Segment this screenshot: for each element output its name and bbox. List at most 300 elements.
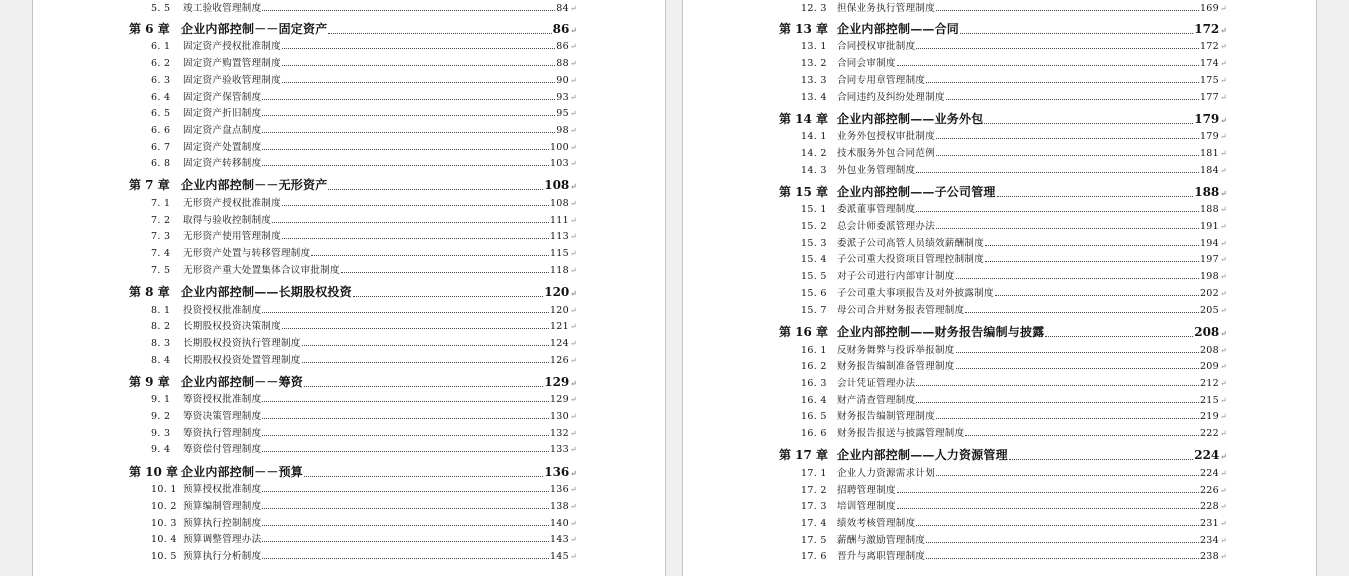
toc-section-row[interactable] (801, 251, 1227, 265)
toc-section-row[interactable] (801, 392, 1227, 406)
section-number: 9. 1 (151, 394, 171, 405)
page-number: 169 (1199, 3, 1219, 14)
section-title: 预算执行控制制度 (183, 518, 262, 529)
toc-section-row[interactable] (151, 531, 577, 545)
chapter-title: 企业内部控制－－预算 (181, 465, 304, 479)
paragraph-mark: ↵ (569, 216, 577, 225)
page-number: 136 (549, 484, 569, 495)
toc-section-row[interactable] (151, 139, 577, 153)
section-title: 取得与验收控制制度 (183, 215, 272, 226)
section-title: 财务报告编制准备管理制度 (837, 361, 955, 372)
dot-leader (936, 9, 1199, 11)
toc-section-row[interactable] (801, 55, 1227, 69)
toc-chapter-row[interactable] (129, 20, 577, 37)
section-title: 合同授权审批制度 (837, 41, 916, 52)
page-number: 215 (1199, 395, 1219, 406)
paragraph-mark: ↵ (1219, 59, 1227, 68)
dot-leader (262, 507, 549, 509)
dot-leader (262, 417, 549, 419)
paragraph-mark: ↵ (569, 249, 577, 258)
toc-section-row[interactable] (151, 228, 577, 242)
paragraph-mark: ↵ (569, 126, 577, 135)
section-title: 筹资决策管理制度 (183, 411, 262, 422)
toc-section-row[interactable] (801, 128, 1227, 142)
page-number: 121 (549, 321, 569, 332)
chapter-title: 企业内部控制——子公司管理 (837, 185, 996, 199)
paragraph-mark: ↵ (569, 535, 577, 544)
section-title: 预算执行分析制度 (183, 551, 262, 562)
toc-section-row[interactable] (801, 498, 1227, 512)
chapter-title: 企业内部控制－－筹资 (181, 375, 304, 389)
section-title: 外包业务管理制度 (837, 165, 916, 176)
section-title: 预算编制管理制度 (183, 501, 262, 512)
section-number: 16. 3 (801, 378, 827, 389)
paragraph-mark: ↵ (569, 445, 577, 454)
page-number: 209 (1199, 361, 1219, 372)
toc-section-row[interactable] (801, 548, 1227, 562)
dot-leader (897, 64, 1199, 66)
page-number: 228 (1199, 501, 1219, 512)
chapter-title: 企业内部控制——长期股权投资 (181, 285, 352, 299)
toc-section-row[interactable] (801, 268, 1227, 282)
dot-leader (262, 311, 549, 313)
toc-section-row[interactable] (801, 465, 1227, 479)
paragraph-mark: ↵ (1220, 188, 1227, 198)
paragraph-mark: ↵ (1219, 306, 1227, 315)
dot-leader (916, 210, 1199, 212)
toc-section-row[interactable] (801, 89, 1227, 103)
toc-section-row[interactable] (151, 302, 577, 316)
page-number: 138 (549, 501, 569, 512)
toc-section-row[interactable] (151, 195, 577, 209)
section-number: 17. 3 (801, 501, 827, 512)
section-number: 7. 1 (151, 198, 171, 209)
page-number: 86 (552, 22, 570, 36)
page-number: 172 (1199, 41, 1219, 52)
section-title: 合同专用章管理制度 (837, 75, 926, 86)
dot-leader (965, 311, 1199, 313)
toc-section-row[interactable] (151, 498, 577, 512)
paragraph-mark: ↵ (569, 519, 577, 528)
dot-leader (897, 491, 1199, 493)
section-title: 招聘管理制度 (837, 485, 896, 496)
paragraph-mark: ↵ (1219, 42, 1227, 51)
dot-leader (282, 204, 549, 206)
section-number: 6. 3 (151, 75, 171, 86)
section-title: 固定资产盘点制度 (183, 125, 262, 136)
toc-chapter-row[interactable] (779, 183, 1227, 200)
dot-leader (262, 98, 555, 100)
toc-section-row[interactable] (151, 408, 577, 422)
toc-section-row[interactable] (801, 38, 1227, 52)
paragraph-mark: ↵ (569, 93, 577, 102)
toc-section-row[interactable] (151, 481, 577, 495)
toc-section-row[interactable] (801, 0, 1227, 14)
paragraph-mark: ↵ (569, 339, 577, 348)
toc-section-row[interactable] (151, 352, 577, 366)
section-number: 13. 1 (801, 41, 827, 52)
chapter-number: 第 15 章 (779, 185, 829, 199)
chapter-title: 企业内部控制——业务外包 (837, 112, 984, 126)
section-title: 长期股权投资执行管理制度 (183, 338, 301, 349)
section-title: 预算调整管理办法 (183, 534, 262, 545)
section-title: 竣工验收管理制度 (183, 3, 262, 14)
section-title: 担保业务执行管理制度 (837, 3, 936, 14)
page-number: 98 (556, 125, 569, 136)
page-number: 231 (1199, 518, 1219, 529)
paragraph-mark: ↵ (569, 395, 577, 404)
section-number: 16. 2 (801, 361, 827, 372)
paragraph-mark: ↵ (569, 159, 577, 168)
page-number: 90 (556, 75, 569, 86)
section-number: 10. 3 (151, 518, 177, 529)
paragraph-mark: ↵ (570, 378, 577, 388)
dot-leader (995, 294, 1199, 296)
toc-section-row[interactable] (151, 122, 577, 136)
page-number: 118 (549, 265, 569, 276)
toc-section-row[interactable] (151, 89, 577, 103)
toc-chapter-row[interactable] (779, 446, 1227, 463)
page-number: 224 (1194, 448, 1220, 462)
page-number: 103 (549, 158, 569, 169)
page-number: 143 (549, 534, 569, 545)
dot-leader (916, 524, 1199, 526)
section-number: 15. 2 (801, 221, 827, 232)
dot-leader (897, 507, 1199, 509)
toc-section-row[interactable] (151, 262, 577, 276)
page-number: 177 (1199, 92, 1219, 103)
dot-leader (1009, 458, 1193, 460)
paragraph-mark: ↵ (1219, 486, 1227, 495)
paragraph-mark: ↵ (1219, 502, 1227, 511)
toc-section-row[interactable] (151, 335, 577, 349)
dot-leader (272, 221, 549, 223)
section-number: 7. 3 (151, 231, 171, 242)
toc-section-row[interactable] (151, 155, 577, 169)
section-number: 16. 4 (801, 395, 827, 406)
chapter-number: 第 6 章 (129, 22, 170, 36)
page-number: 181 (1199, 148, 1219, 159)
page-number: 198 (1199, 271, 1219, 282)
toc-section-row[interactable] (151, 425, 577, 439)
section-title: 合同违约及纠纷处理制度 (837, 92, 945, 103)
paragraph-mark: ↵ (569, 143, 577, 152)
dot-leader (916, 171, 1199, 173)
toc-section-row[interactable] (151, 318, 577, 332)
section-number: 15. 5 (801, 271, 827, 282)
toc-section-row[interactable] (801, 302, 1227, 316)
chapter-number: 第 10 章 (129, 465, 179, 479)
section-title: 长期股权投资决策制度 (183, 321, 282, 332)
dot-leader (282, 64, 555, 66)
paragraph-mark: ↵ (1219, 362, 1227, 371)
toc-section-row[interactable] (801, 218, 1227, 232)
section-title: 无形资产授权批准制度 (183, 198, 282, 209)
section-title: 预算授权批准制度 (183, 484, 262, 495)
section-number: 6. 2 (151, 58, 171, 69)
section-number: 15. 4 (801, 254, 827, 265)
paragraph-mark: ↵ (1219, 396, 1227, 405)
section-number: 5. 5 (151, 3, 171, 14)
paragraph-mark: ↵ (1220, 451, 1227, 461)
paragraph-mark: ↵ (570, 288, 577, 298)
section-number: 8. 1 (151, 305, 171, 316)
toc-section-row[interactable] (151, 441, 577, 455)
page-number: 108 (544, 178, 570, 192)
paragraph-mark: ↵ (569, 485, 577, 494)
toc-section-row[interactable] (151, 0, 577, 14)
section-number: 10. 2 (151, 501, 177, 512)
section-title: 总会计师委派管理办法 (837, 221, 936, 232)
section-title: 投资授权批准制度 (183, 305, 262, 316)
section-number: 10. 1 (151, 484, 177, 495)
page-number: 238 (1199, 551, 1219, 562)
section-number: 10. 5 (151, 551, 177, 562)
toc-section-row[interactable] (151, 55, 577, 69)
toc-chapter-row[interactable] (129, 176, 577, 193)
toc-chapter-row[interactable] (129, 463, 577, 480)
section-title: 固定资产折旧制度 (183, 108, 262, 119)
section-number: 8. 3 (151, 338, 171, 349)
document-page-left (32, 0, 666, 576)
dot-leader (956, 351, 1199, 353)
page-number: 120 (549, 305, 569, 316)
toc-section-row[interactable] (801, 162, 1227, 176)
toc-section-row[interactable] (151, 245, 577, 259)
page-number: 226 (1199, 485, 1219, 496)
section-title: 筹资授权批准制度 (183, 394, 262, 405)
dot-leader (262, 434, 549, 436)
paragraph-mark: ↵ (1220, 25, 1227, 35)
section-title: 反财务舞弊与投诉举报制度 (837, 345, 955, 356)
section-number: 6. 1 (151, 41, 171, 52)
section-number: 15. 6 (801, 288, 827, 299)
toc-section-row[interactable] (151, 548, 577, 562)
page-number: 179 (1199, 131, 1219, 142)
section-number: 16. 1 (801, 345, 827, 356)
section-title: 绩效考核管理制度 (837, 518, 916, 529)
dot-leader (262, 524, 549, 526)
page-number: 93 (556, 92, 569, 103)
paragraph-mark: ↵ (1219, 412, 1227, 421)
paragraph-mark: ↵ (1219, 272, 1227, 281)
section-number: 7. 5 (151, 265, 171, 276)
dot-leader (311, 254, 549, 256)
page-number: 188 (1199, 204, 1219, 215)
paragraph-mark: ↵ (569, 322, 577, 331)
page-number: 100 (549, 142, 569, 153)
section-number: 13. 2 (801, 58, 827, 69)
dot-leader (965, 434, 1199, 436)
chapter-title: 企业内部控制——合同 (837, 22, 960, 36)
chapter-number: 第 14 章 (779, 112, 829, 126)
paragraph-mark: ↵ (569, 4, 577, 13)
section-number: 14. 1 (801, 131, 827, 142)
toc-section-row[interactable] (801, 235, 1227, 249)
dot-leader (282, 47, 555, 49)
paragraph-mark: ↵ (1219, 93, 1227, 102)
toc-section-row[interactable] (801, 532, 1227, 546)
section-title: 固定资产保管制度 (183, 92, 262, 103)
toc-chapter-row[interactable] (129, 373, 577, 390)
toc-section-row[interactable] (801, 515, 1227, 529)
paragraph-mark: ↵ (1219, 255, 1227, 264)
section-number: 6. 4 (151, 92, 171, 103)
toc-section-row[interactable] (801, 72, 1227, 86)
page-number: 126 (549, 355, 569, 366)
paragraph-mark: ↵ (1219, 132, 1227, 141)
toc-section-row[interactable] (801, 201, 1227, 215)
dot-leader (302, 361, 549, 363)
section-number: 8. 2 (151, 321, 171, 332)
section-number: 13. 4 (801, 92, 827, 103)
section-title: 培训管理制度 (837, 501, 896, 512)
page-number: 115 (549, 248, 569, 259)
dot-leader (916, 384, 1199, 386)
section-number: 9. 2 (151, 411, 171, 422)
section-title: 财务报告编制管理制度 (837, 411, 936, 422)
page-number: 129 (549, 394, 569, 405)
paragraph-mark: ↵ (1220, 115, 1227, 125)
dot-leader (282, 237, 549, 239)
paragraph-mark: ↵ (569, 356, 577, 365)
paragraph-mark: ↵ (1219, 205, 1227, 214)
section-title: 无形资产重大处置集体合议审批制度 (183, 265, 340, 276)
paragraph-mark: ↵ (569, 109, 577, 118)
section-title: 无形资产使用管理制度 (183, 231, 282, 242)
toc-section-row[interactable] (801, 145, 1227, 159)
toc-section-row[interactable] (801, 285, 1227, 299)
page-number: 130 (549, 411, 569, 422)
toc-section-row[interactable] (151, 515, 577, 529)
dot-leader (916, 401, 1199, 403)
dot-leader (960, 32, 1193, 34)
chapter-title: 企业内部控制——人力资源管理 (837, 448, 1008, 462)
section-title: 企业人力资源需求计划 (837, 468, 936, 479)
section-number: 17. 6 (801, 551, 827, 562)
section-title: 筹资执行管理制度 (183, 428, 262, 439)
page-number: 108 (549, 198, 569, 209)
dot-leader (916, 47, 1199, 49)
dot-leader (353, 295, 543, 297)
toc-section-row[interactable] (801, 358, 1227, 372)
chapter-number: 第 16 章 (779, 325, 829, 339)
section-title: 固定资产转移制度 (183, 158, 262, 169)
toc-section-row[interactable] (151, 391, 577, 405)
paragraph-mark: ↵ (569, 429, 577, 438)
page-number: 129 (544, 375, 570, 389)
page-number: 208 (1199, 345, 1219, 356)
dot-leader (936, 417, 1199, 419)
paragraph-mark: ↵ (1219, 289, 1227, 298)
section-number: 14. 3 (801, 165, 827, 176)
toc-section-row[interactable] (801, 342, 1227, 356)
paragraph-mark: ↵ (569, 412, 577, 421)
paragraph-mark: ↵ (1219, 469, 1227, 478)
chapter-title: 企业内部控制——财务报告编制与披露 (837, 325, 1045, 339)
section-title: 薪酬与激励管理制度 (837, 535, 926, 546)
chapter-number: 第 8 章 (129, 285, 170, 299)
dot-leader (328, 32, 551, 34)
dot-leader (302, 344, 549, 346)
section-number: 15. 7 (801, 305, 827, 316)
section-number: 17. 1 (801, 468, 827, 479)
page-number: 224 (1199, 468, 1219, 479)
document-page-right (682, 0, 1317, 576)
paragraph-mark: ↵ (569, 199, 577, 208)
section-number: 17. 4 (801, 518, 827, 529)
section-title: 业务外包授权审批制度 (837, 131, 936, 142)
paragraph-mark: ↵ (569, 266, 577, 275)
page-number: 84 (556, 3, 569, 14)
section-title: 财产清查管理制度 (837, 395, 916, 406)
toc-chapter-row[interactable] (779, 20, 1227, 37)
toc-section-row[interactable] (801, 425, 1227, 439)
paragraph-mark: ↵ (1219, 4, 1227, 13)
section-title: 固定资产验收管理制度 (183, 75, 282, 86)
section-number: 15. 1 (801, 204, 827, 215)
toc-section-row[interactable] (801, 482, 1227, 496)
toc-section-row[interactable] (151, 38, 577, 52)
dot-leader (262, 164, 549, 166)
page-number: 88 (556, 58, 569, 69)
dot-leader (946, 98, 1199, 100)
paragraph-mark: ↵ (1219, 552, 1227, 561)
paragraph-mark: ↵ (570, 468, 577, 478)
toc-section-row[interactable] (151, 72, 577, 86)
paragraph-mark: ↵ (569, 232, 577, 241)
chapter-number: 第 9 章 (129, 375, 170, 389)
toc-chapter-row[interactable] (779, 323, 1227, 340)
dot-leader (262, 114, 555, 116)
paragraph-mark: ↵ (1219, 166, 1227, 175)
section-title: 长期股权投资处置管理制度 (183, 355, 301, 366)
page-number: 136 (544, 465, 570, 479)
paragraph-mark: ↵ (569, 502, 577, 511)
paragraph-mark: ↵ (570, 181, 577, 191)
toc-chapter-row[interactable] (129, 283, 577, 300)
section-title: 会计凭证管理办法 (837, 378, 916, 389)
dot-leader (936, 474, 1199, 476)
section-title: 委派董事管理制度 (837, 204, 916, 215)
page-number: 205 (1199, 305, 1219, 316)
dot-leader (262, 450, 549, 452)
section-title: 财务报告报送与披露管理制度 (837, 428, 965, 439)
page-number: 208 (1194, 325, 1220, 339)
paragraph-mark: ↵ (1219, 536, 1227, 545)
dot-leader (262, 540, 549, 542)
paragraph-mark: ↵ (569, 59, 577, 68)
section-title: 技术服务外包合同范例 (837, 148, 936, 159)
page-number: 172 (1194, 22, 1220, 36)
toc-section-row[interactable] (801, 375, 1227, 389)
section-number: 7. 4 (151, 248, 171, 259)
page-number: 184 (1199, 165, 1219, 176)
dot-leader (341, 271, 549, 273)
section-title: 无形资产处置与转移管理制度 (183, 248, 311, 259)
dot-leader (985, 244, 1199, 246)
toc-section-row[interactable] (801, 408, 1227, 422)
toc-chapter-row[interactable] (779, 110, 1227, 127)
page-number: 194 (1199, 238, 1219, 249)
dot-leader (926, 557, 1199, 559)
section-title: 母公司合并财务报表管理制度 (837, 305, 965, 316)
chapter-number: 第 7 章 (129, 178, 170, 192)
toc-section-row[interactable] (151, 212, 577, 226)
toc-section-row[interactable] (151, 105, 577, 119)
section-title: 晋升与离职管理制度 (837, 551, 926, 562)
paragraph-mark: ↵ (1220, 328, 1227, 338)
